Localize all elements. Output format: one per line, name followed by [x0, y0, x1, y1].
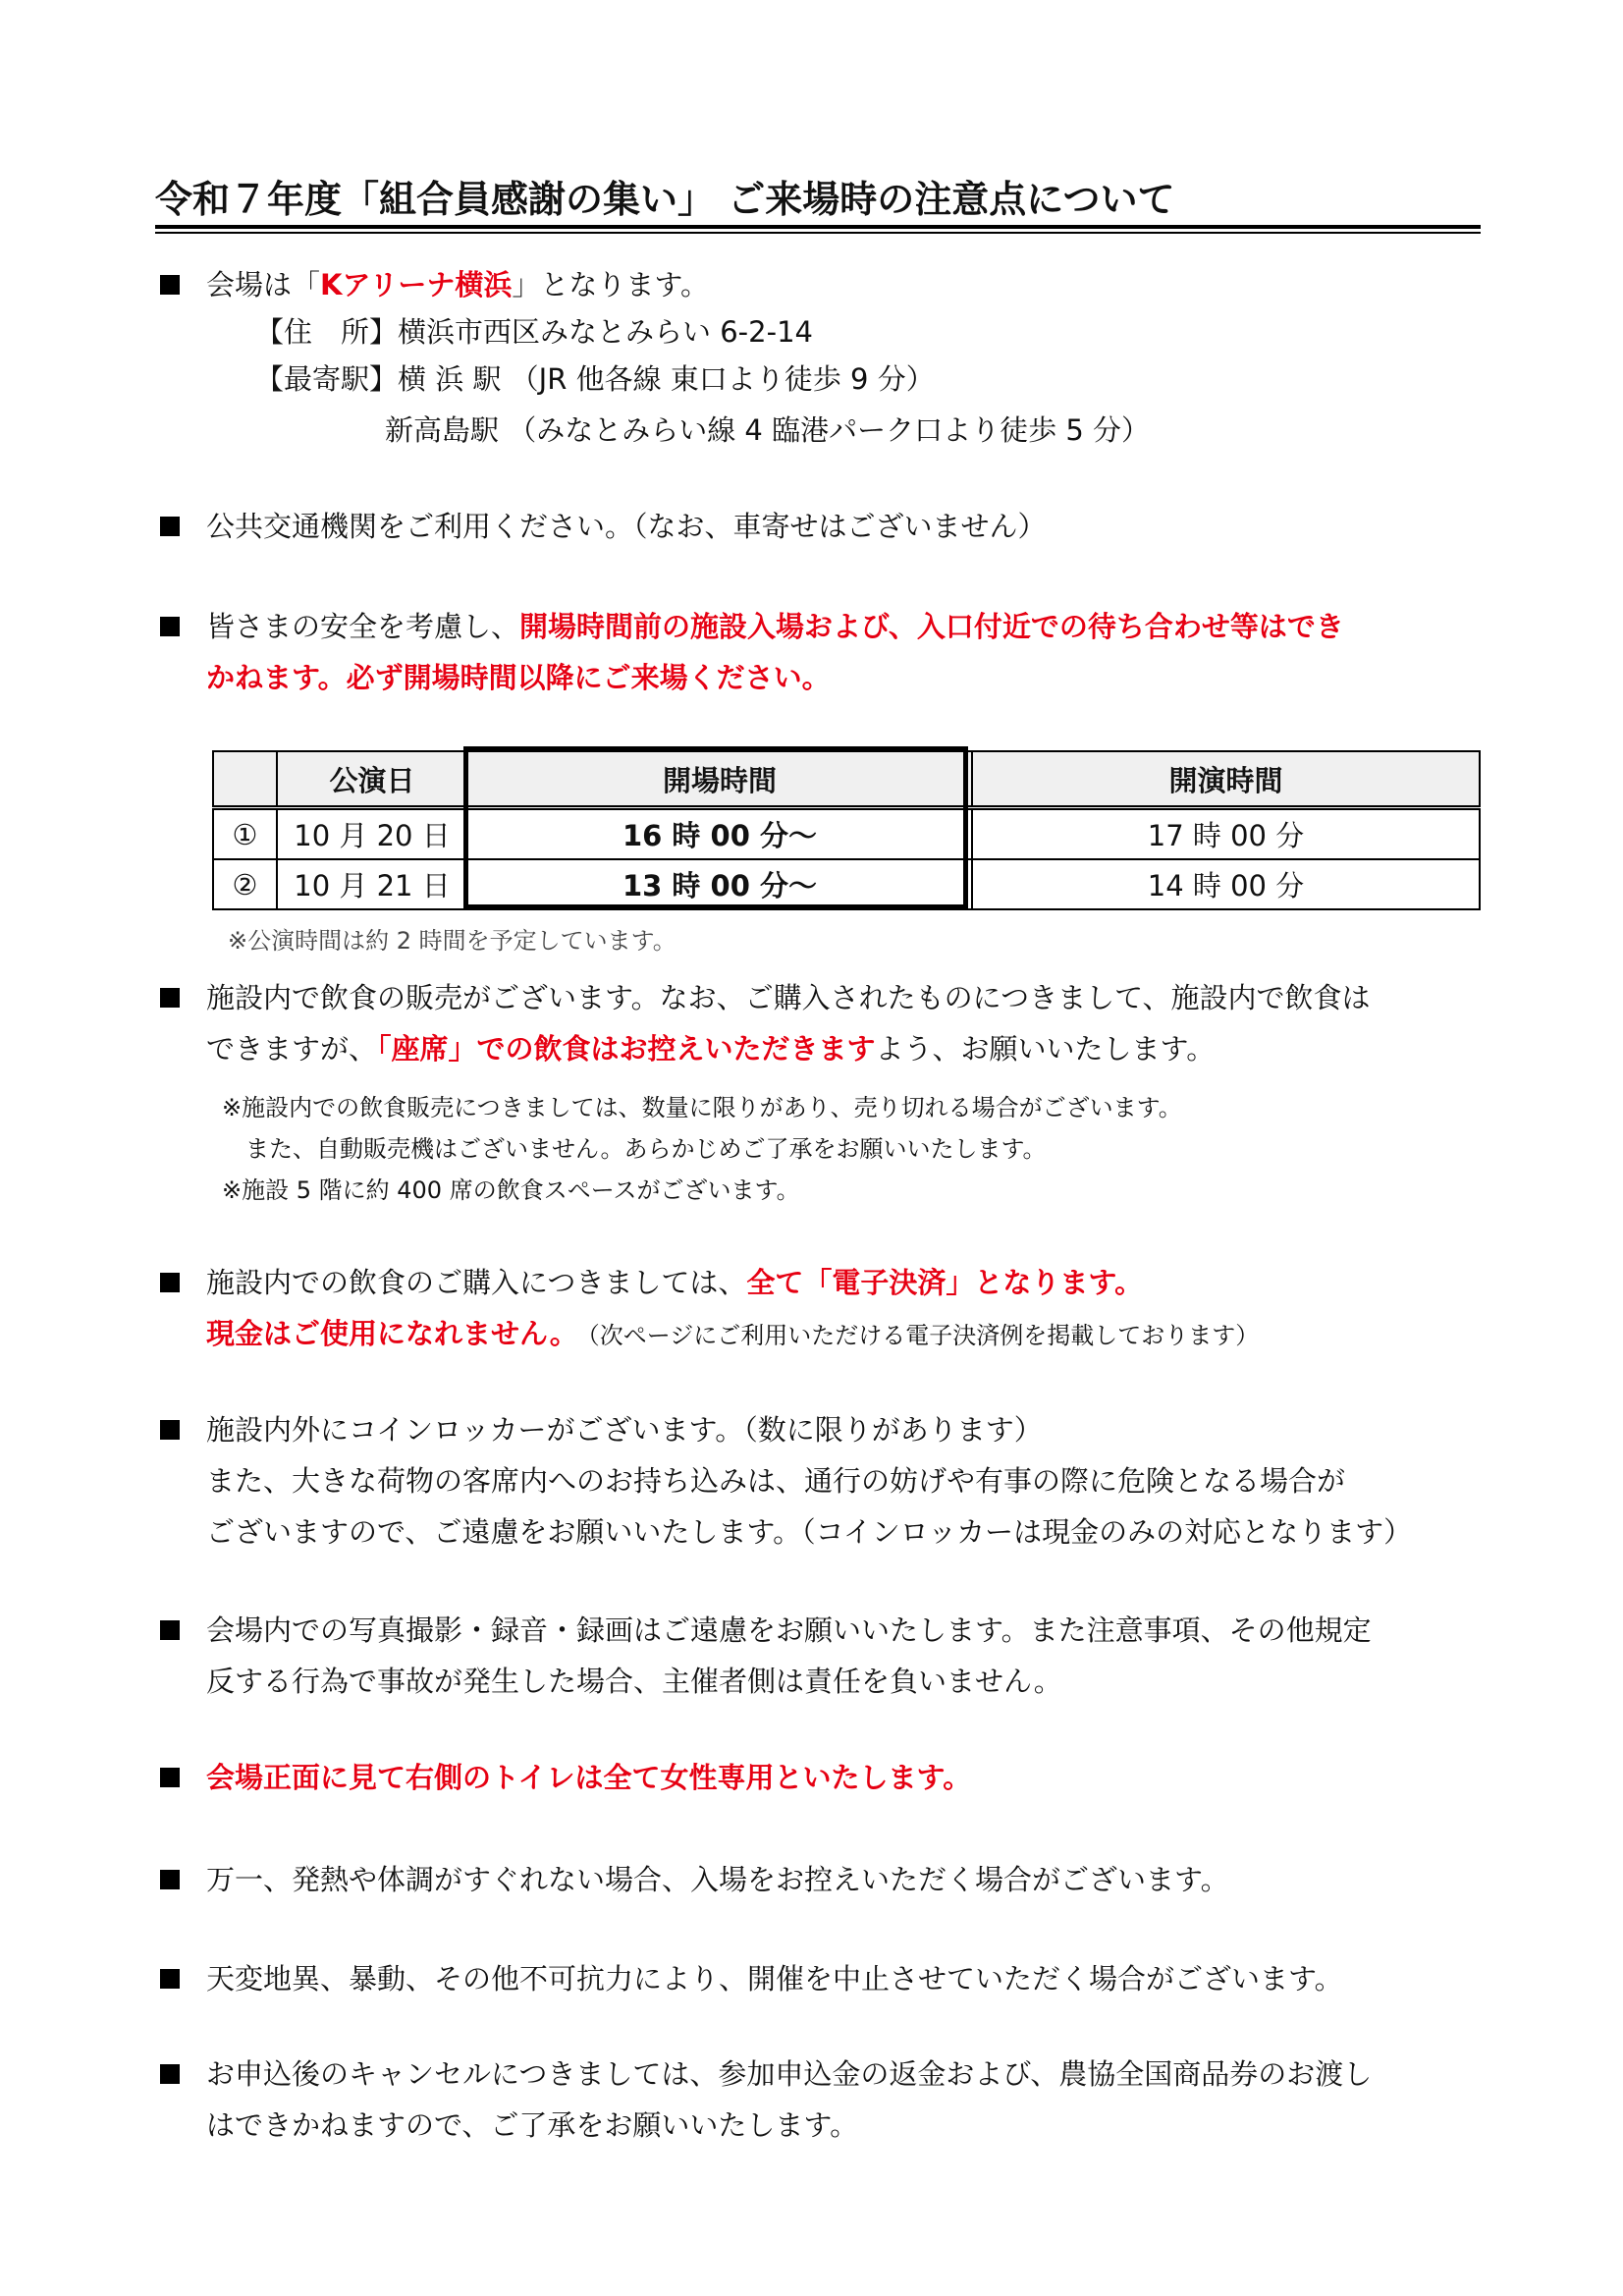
venue-suffix: 」となります。	[512, 268, 710, 301]
cancel-line-1: お申込後のキャンセルにつきましては、参加申込金の返金および、農協全国商品券のお渡し	[206, 2057, 1373, 2091]
header-start: 開演時間	[972, 751, 1480, 808]
address-value: 横浜市西区みなとみらい 6-2-14	[398, 315, 813, 349]
table-header-row	[213, 751, 1480, 808]
table-row	[213, 808, 1480, 860]
header-date: 公演日	[277, 751, 467, 808]
food-line-2	[206, 1029, 1215, 1068]
health-notice: 万一、発熱や体調がすぐれない場合、入場をお控えいただく場合がございます。	[206, 1863, 1229, 1896]
station-label: 【最寄駅】	[255, 362, 399, 396]
photo-line-2: 反する行為で事故が発生した場合、主催者側は責任を負いません。	[206, 1665, 1062, 1698]
bullet-square-icon	[160, 517, 180, 536]
cancel-line-2: はできかねますので、ご了承をお願いいたします。	[206, 2108, 859, 2142]
food-line-1: 施設内で飲食の販売がございます。なお、ご購入されたものにつきまして、施設内で飲食は	[206, 981, 1371, 1014]
safety-prefix: 皆さまの安全を考慮し、	[206, 610, 520, 643]
disaster-notice: 天変地異、暴動、その他不可抗力により、開催を中止させていただく場合がございます。	[206, 1962, 1343, 1995]
row-date: 10 月 21 日	[277, 859, 467, 909]
payment-line-2	[206, 1314, 1259, 1355]
bullet-square-icon	[160, 1870, 180, 1889]
safety-line-2: かねます。必ず開場時間以降にご来場ください。	[206, 661, 831, 694]
food-note-2: また、自動販売機はございません。あらかじめご了承をお願いいたします。	[222, 1135, 1047, 1163]
bullet-square-icon	[160, 1768, 180, 1787]
row-open: 16 時 00 分～	[467, 808, 972, 860]
locker-line-2: また、大きな荷物の客席内へのお持ち込みは、通行の妨げや有事の際に危険となる場合が	[206, 1464, 1346, 1498]
payment-no-cash-notice: 現金はご使用になれません。	[206, 1317, 578, 1350]
locker-line-3: ございますので、ご遠慮をお願いいたします。（コインロッカーは現金のみの対応となります）	[206, 1515, 1413, 1549]
payment-electronic-notice: 全て「電子決済」となります。	[746, 1266, 1144, 1299]
food-line-2-suffix: よう、お願いいたします。	[875, 1032, 1216, 1066]
station-1: 横 浜 駅 （JR 他各線 東口より徒歩 9 分）	[398, 362, 935, 396]
schedule-table	[212, 750, 1481, 910]
food-line-2-prefix: できますが、	[206, 1032, 378, 1066]
safety-line-1	[206, 607, 1344, 646]
venue-line	[206, 265, 709, 304]
venue-prefix: 会場は「	[206, 268, 321, 301]
payment-prefix: 施設内での飲食のご購入につきましては、	[206, 1266, 747, 1299]
row-no: ②	[213, 859, 277, 909]
payment-line-1	[206, 1263, 1143, 1302]
address-label: 【住 所】	[255, 315, 399, 349]
food-seat-warning: 「座席」での飲食はお控えいただきます	[377, 1032, 876, 1066]
bullet-square-icon	[160, 275, 180, 295]
payment-suffix: （次ページにご利用いただける電子決済例を掲載しております）	[587, 1322, 1260, 1349]
bullet-square-icon	[160, 2064, 180, 2084]
row-open: 13 時 00 分～	[467, 859, 972, 909]
photo-line-1: 会場内での写真撮影・録音・録画はご遠慮をお願いいたします。また注意事項、その他規定	[206, 1613, 1372, 1647]
toilet-notice: 会場正面に見て右側のトイレは全て女性専用といたします。	[206, 1761, 972, 1794]
page-title: 令和７年度「組合員感謝の集い」 ご来場時の注意点について	[155, 178, 1175, 221]
bullet-square-icon	[160, 1420, 180, 1440]
schedule-note: ※公演時間は約 2 時間を予定しています。	[228, 927, 676, 955]
transport-line: 公共交通機関をご利用ください。（なお、車寄せはございません）	[206, 510, 1047, 543]
safety-warning-1: 開場時間前の施設入場および、入口付近での待ち合わせ等はでき	[519, 610, 1344, 643]
row-start: 17 時 00 分	[972, 808, 1480, 860]
header-open: 開場時間	[467, 751, 972, 808]
bullet-square-icon	[160, 1620, 180, 1640]
food-note-3: ※施設 5 階に約 400 席の飲食スペースがございます。	[222, 1176, 800, 1204]
row-start: 14 時 00 分	[972, 859, 1480, 909]
venue-name: Kアリーナ横浜	[320, 268, 513, 301]
bullet-square-icon	[160, 1969, 180, 1989]
table-row	[213, 859, 1480, 909]
address-line	[255, 312, 813, 352]
row-date: 10 月 20 日	[277, 808, 467, 860]
bullet-square-icon	[160, 617, 180, 636]
locker-line-1: 施設内外にコインロッカーがございます。（数に限りがあります）	[206, 1413, 1043, 1447]
title-underline	[155, 225, 1481, 229]
bullet-square-icon	[160, 1273, 180, 1292]
header-no	[213, 751, 277, 808]
station-line-1	[255, 359, 935, 399]
row-no: ①	[213, 808, 277, 860]
food-note-1: ※施設内での飲食販売につきましては、数量に限りがあり、売り切れる場合がございます。	[222, 1094, 1182, 1121]
station-line-2: 新高島駅 （みなとみらい線 4 臨港パーク口より徒歩 5 分）	[385, 413, 1150, 447]
bullet-square-icon	[160, 988, 180, 1008]
title-underline-thin	[155, 232, 1481, 234]
